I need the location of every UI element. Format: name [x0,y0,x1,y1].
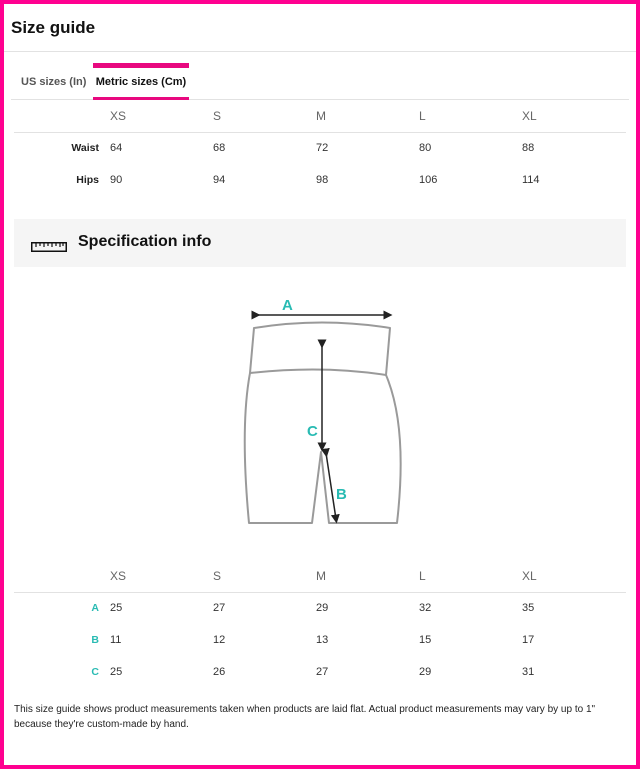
column-header: XS [110,108,127,123]
column-header: XL [522,108,537,123]
table-cell: 15 [419,634,432,646]
table-cell: 68 [213,142,226,155]
table-cell: 35 [522,602,535,615]
table-cell: 114 [522,174,540,186]
column-header: L [419,568,426,583]
label-a: A [282,297,293,314]
header-spacer [14,560,110,592]
table-row [14,656,626,688]
table-cell: 25 [110,602,123,615]
header-spacer [14,100,110,132]
table-cell: 64 [110,142,123,155]
table-cell: 32 [419,602,432,615]
column-header: XS [110,568,127,583]
spec-table-header [14,560,626,592]
ruler-icon [31,239,67,257]
table-cell: 27 [213,602,226,615]
page-title: Size guide [11,18,96,37]
column-header: S [213,568,222,583]
table-cell: 98 [316,174,329,186]
size-table [14,100,626,196]
row-label: B [91,634,99,646]
table-row [14,164,626,196]
size-table-header [14,100,626,132]
table-cell: 17 [522,634,535,646]
specification-title: Specification info [78,233,212,250]
specification-header [14,219,626,267]
row-label: Hips [76,174,99,186]
column-header: L [419,108,426,123]
waistband-outline [250,323,390,376]
label-b: B [336,486,347,503]
table-cell: 31 [522,666,535,678]
table-cell: 72 [316,142,329,155]
size-unit-tabs [11,52,629,100]
row-label: C [91,666,99,678]
column-header: XL [522,568,537,583]
table-cell: 29 [419,666,432,678]
column-header: M [316,568,326,583]
row-label: Waist [71,142,99,155]
table-cell: 13 [316,634,329,646]
table-cell: 90 [110,174,123,186]
table-cell: 11 [110,634,122,646]
table-cell: 94 [213,174,226,186]
spec-table [14,560,626,688]
header [4,4,636,52]
row-label: A [91,602,99,615]
table-row [14,132,626,164]
table-cell: 25 [110,666,123,678]
table-row [14,592,626,624]
tab-metric-sizes[interactable]: Metric sizes (Cm) [93,52,189,100]
shorts-diagram [232,287,412,525]
column-header: S [213,108,222,123]
label-c: C [307,423,318,440]
table-cell: 80 [419,142,432,155]
table-cell: 88 [522,142,535,155]
table-cell: 12 [213,634,226,646]
table-cell: 26 [213,666,226,678]
table-cell: 27 [316,666,329,678]
footnote: This size guide shows product measurements taken when products are laid flat. Actual product measurements may vary by up to 1" because they're custom-made by hand. [14,704,596,730]
table-cell: 106 [419,174,438,186]
size-guide-panel [4,4,636,765]
table-cell: 29 [316,602,329,615]
table-row [14,624,626,656]
tab-us-sizes[interactable]: US sizes (In) [21,76,87,88]
column-header: M [316,108,326,123]
